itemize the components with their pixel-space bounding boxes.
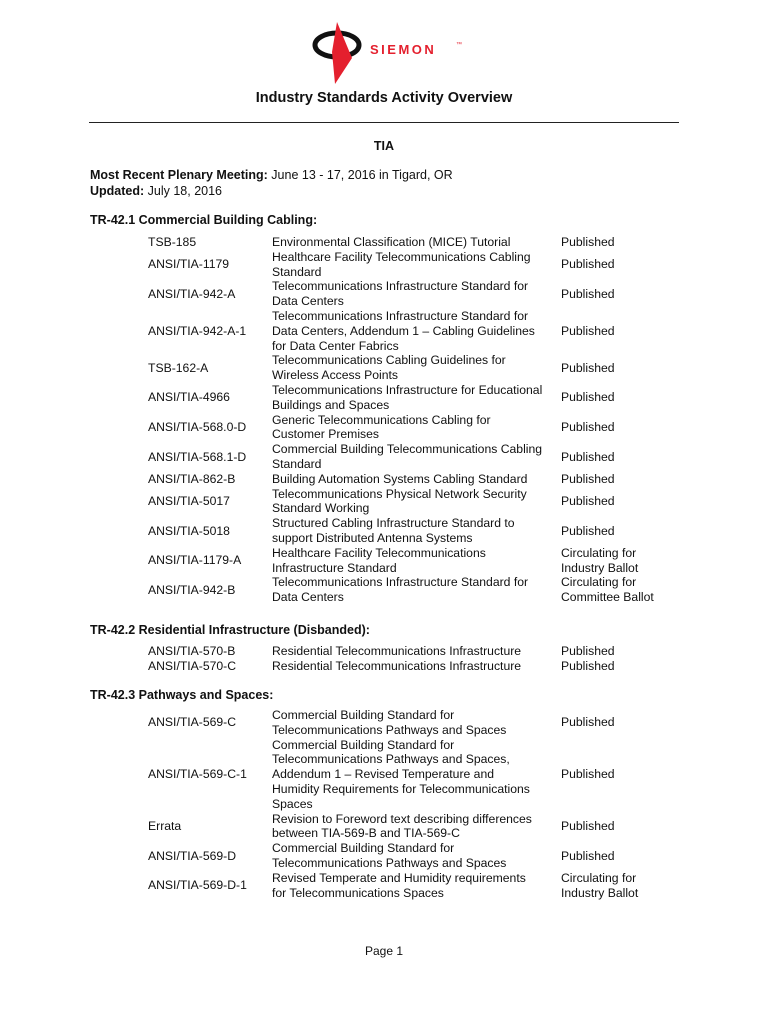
updated-label: Updated: (90, 184, 145, 198)
description-line: Buildings and Spaces (272, 397, 390, 412)
table-row (148, 235, 688, 250)
standard-status (561, 235, 688, 250)
description-line: Telecommunications Cabling Guidelines for (272, 353, 506, 368)
status-line: Published (561, 419, 615, 434)
description-line: Generic Telecommunications Cabling for (272, 412, 491, 427)
standard-description (272, 871, 561, 901)
table-row (148, 413, 688, 443)
standard-description (272, 841, 561, 871)
standard-description (272, 575, 561, 605)
status-line: Circulating for (561, 545, 637, 560)
description-line: Telecommunications Pathways and Spaces (272, 855, 507, 870)
standard-status (561, 250, 688, 280)
status-line: Published (561, 767, 615, 782)
meeting-line (90, 168, 453, 182)
standard-id: ANSI/TIA-5017 (148, 493, 230, 508)
standard-id: ANSI/TIA-569-C (148, 715, 237, 730)
updated-line (90, 184, 222, 198)
description-line: Telecommunications Physical Network Security (272, 486, 527, 501)
table-row (148, 472, 688, 487)
status-line: Industry Ballot (561, 885, 639, 900)
updated-value: July 18, 2016 (144, 184, 223, 198)
status-line: Published (561, 360, 615, 375)
standard-id: ANSI/TIA-1179-A (148, 553, 242, 568)
standard-status (561, 644, 688, 659)
table-row (148, 841, 688, 871)
status-line: Published (561, 644, 615, 658)
standards-table-tr42-1 (148, 235, 688, 605)
standard-status (561, 353, 688, 383)
description-line: Spaces (272, 796, 313, 811)
standard-id: ANSI/TIA-862-B (148, 471, 236, 486)
meeting-value: June 13 - 17, 2016 in Tigard, OR (267, 168, 453, 182)
table-row (148, 708, 688, 738)
standard-status (561, 279, 688, 309)
standard-status (561, 309, 688, 353)
standard-status (561, 812, 688, 842)
document-title: Industry Standards Activity Overview (255, 90, 513, 106)
description-line: Standard (272, 264, 322, 279)
description-line: Residential Telecommunications Infrastructure (272, 644, 522, 658)
standard-status (561, 413, 688, 443)
status-line: Published (561, 658, 615, 673)
status-line: Committee Ballot (561, 590, 654, 605)
standard-id: ANSI/TIA-5018 (148, 523, 230, 538)
status-line: Circulating for (561, 575, 637, 590)
title-divider (89, 122, 679, 123)
section-title-tr42-1: TR-42.1 Commercial Building Cabling: (90, 213, 318, 227)
organization-heading: TIA (373, 139, 395, 153)
standard-description (272, 279, 561, 309)
standard-id: ANSI/TIA-942-A-1 (148, 323, 247, 338)
table-row (148, 353, 688, 383)
standard-id: ANSI/TIA-568.1-D (148, 449, 247, 464)
standard-description (272, 644, 561, 659)
description-line: Healthcare Facility Telecommunications (272, 545, 486, 560)
logo-wordmark: SIEMON (370, 42, 437, 57)
description-line: Building Automation Systems Cabling Standard (272, 471, 528, 486)
standard-id: TSB-162-A (148, 360, 209, 375)
standard-description (272, 812, 561, 842)
status-line: Circulating for (561, 870, 637, 885)
standard-description (272, 708, 561, 738)
standard-status (561, 487, 688, 517)
description-line: Commercial Building Standard for (272, 737, 455, 752)
table-row (148, 309, 688, 353)
standard-description (272, 546, 561, 576)
siemon-logo (310, 22, 470, 86)
table-row (148, 871, 688, 901)
description-line: Telecommunications Infrastructure Standard for (272, 308, 529, 323)
description-line: Wireless Access Points (272, 368, 398, 383)
table-row (148, 644, 688, 659)
table-row (148, 383, 688, 413)
standard-id: Errata (148, 818, 182, 833)
standard-id: ANSI/TIA-569-D (148, 848, 237, 863)
description-line: Revised Temperate and Humidity requirements (272, 870, 526, 885)
standard-id: ANSI/TIA-942-B (148, 582, 236, 597)
status-line: Published (561, 493, 615, 508)
standard-id: ANSI/TIA-1179 (148, 257, 230, 272)
description-line: Data Centers (272, 294, 344, 309)
standard-status (561, 472, 688, 487)
standards-table-tr42-2 (148, 644, 688, 674)
page-number: Page 1 (364, 944, 404, 958)
standard-status (561, 546, 688, 576)
standard-id: ANSI/TIA-569-D-1 (148, 878, 247, 893)
table-row (148, 442, 688, 472)
status-line: Published (561, 715, 615, 730)
table-row (148, 575, 688, 605)
standard-status (561, 516, 688, 546)
description-line: Healthcare Facility Telecommunications Cabling (272, 249, 531, 264)
standard-status (561, 442, 688, 472)
table-row (148, 250, 688, 280)
standard-id: ANSI/TIA-568.0-D (148, 419, 247, 434)
table-row (148, 516, 688, 546)
status-line: Published (561, 257, 615, 272)
table-row (148, 738, 688, 812)
description-line: between TIA-569-B and TIA-569-C (272, 826, 460, 841)
standard-id: ANSI/TIA-4966 (148, 390, 230, 405)
standard-status (561, 841, 688, 871)
description-line: Addendum 1 – Revised Temperature and (272, 767, 494, 782)
standard-description (272, 250, 561, 280)
standard-description (272, 353, 561, 383)
description-line: Telecommunications Infrastructure Standard for (272, 575, 529, 590)
standard-id: TSB-185 (148, 235, 197, 249)
standards-table-tr42-3 (148, 708, 688, 900)
standard-description (272, 472, 561, 487)
standard-id: ANSI/TIA-942-A (148, 286, 236, 301)
status-line: Published (561, 818, 615, 833)
standard-status (561, 659, 688, 674)
description-line: Commercial Building Telecommunications Cabling (272, 442, 543, 457)
standard-description (272, 383, 561, 413)
description-line: Infrastructure Standard (272, 560, 397, 575)
description-line: Data Centers, Addendum 1 – Cabling Guidelines (272, 323, 535, 338)
table-row (148, 279, 688, 309)
standard-status (561, 708, 688, 738)
standard-id: ANSI/TIA-570-C (148, 658, 237, 673)
description-line: Telecommunications Pathways and Spaces, (272, 752, 510, 767)
table-row (148, 659, 688, 674)
status-line: Published (561, 235, 615, 249)
description-line: Commercial Building Standard for (272, 841, 455, 856)
standard-description (272, 659, 561, 674)
section-title-tr42-2: TR-42.2 Residential Infrastructure (Disbanded): (90, 623, 370, 637)
description-line: Environmental Classification (MICE) Tutorial (272, 235, 511, 249)
logo-trademark: ™ (456, 42, 462, 48)
status-line: Published (561, 390, 615, 405)
standard-id: ANSI/TIA-569-C-1 (148, 767, 247, 782)
status-line: Published (561, 449, 615, 464)
standard-status (561, 871, 688, 901)
description-line: Revision to Foreword text describing differences (272, 811, 532, 826)
description-line: Standard Working (272, 501, 370, 516)
description-line: support Distributed Antenna Systems (272, 530, 473, 545)
table-row (148, 546, 688, 576)
standard-description (272, 235, 561, 250)
standard-status (561, 575, 688, 605)
standard-description (272, 442, 561, 472)
table-row (148, 812, 688, 842)
status-line: Published (561, 323, 615, 338)
standard-id: ANSI/TIA-570-B (148, 644, 236, 658)
description-line: Residential Telecommunications Infrastructure (272, 658, 522, 673)
description-line: for Data Center Fabrics (272, 338, 399, 353)
description-line: Customer Premises (272, 427, 380, 442)
description-line: Humidity Requirements for Telecommunications (272, 781, 530, 796)
standard-description (272, 516, 561, 546)
standard-description (272, 738, 561, 812)
standard-description (272, 413, 561, 443)
status-line: Published (561, 286, 615, 301)
description-line: Standard (272, 456, 322, 471)
section-title-tr42-3: TR-42.3 Pathways and Spaces: (90, 688, 274, 702)
status-line: Published (561, 471, 615, 486)
status-line: Published (561, 848, 615, 863)
description-line: Telecommunications Pathways and Spaces (272, 722, 507, 737)
standard-status (561, 383, 688, 413)
description-line: Commercial Building Standard for (272, 708, 455, 722)
description-line: Structured Cabling Infrastructure Standard to (272, 516, 515, 531)
table-row (148, 487, 688, 517)
standard-status (561, 738, 688, 812)
standard-description (272, 309, 561, 353)
description-line: Telecommunications Infrastructure for Educational (272, 382, 543, 397)
description-line: Data Centers (272, 590, 344, 605)
meeting-label: Most Recent Plenary Meeting: (90, 168, 268, 182)
description-line: for Telecommunications Spaces (272, 885, 444, 900)
status-line: Published (561, 523, 615, 538)
standard-description (272, 487, 561, 517)
status-line: Industry Ballot (561, 560, 639, 575)
description-line: Telecommunications Infrastructure Standard for (272, 279, 529, 294)
